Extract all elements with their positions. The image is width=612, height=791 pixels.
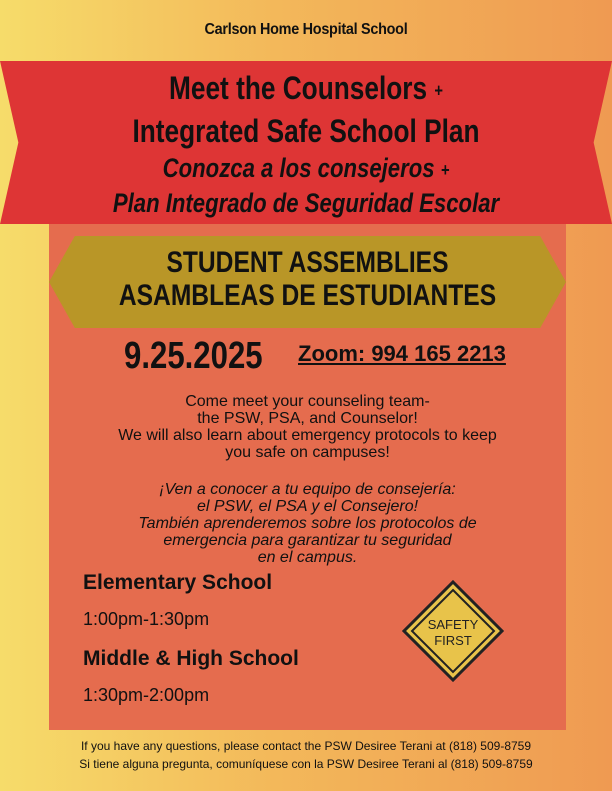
sign-line1: SAFETY (427, 617, 479, 632)
footer-contact-en: If you have any questions, please contact the PSW Desiree Terani at (818) 509-8759 (80, 739, 532, 753)
safety-first-sign-icon (402, 580, 504, 682)
description-spanish (55, 481, 560, 566)
schedule-level-middle-high: Middle & High School (83, 647, 299, 670)
description-line: you safe on campuses! (225, 444, 390, 461)
schedule-time-middle-high: 1:30pm-2:00pm (83, 685, 210, 705)
footer-contact-es: Si tiene alguna pregunta, comuníquese con la PSW Desiree Terani al (818) 509-8759 (79, 757, 533, 771)
sign-line2: FIRST (434, 633, 472, 648)
assemblies-heading (49, 246, 566, 312)
description-line: en el campus. (257, 549, 358, 566)
school-name: Carlson Home Hospital School (204, 21, 408, 38)
event-date: 9.25.2025 (124, 335, 263, 377)
schedule-level-elementary: Elementary School (83, 571, 273, 594)
description-line: También aprenderemos sobre los protocolos de (138, 515, 477, 532)
assemblies-en: STUDENT ASSEMBLIES (166, 246, 449, 279)
zoom-link[interactable]: Zoom: 994 165 2213 (298, 341, 506, 366)
title-es-line2: Plan Integrado de Seguridad Escolar (112, 188, 500, 219)
title-es-line1: Conozca a los consejeros + (162, 152, 450, 183)
description-line: ¡Ven a conocer a tu equipo de consejería: (159, 481, 456, 498)
description-line: el PSW, el PSA y el Consejero! (196, 498, 419, 515)
schedule-time-elementary: 1:00pm-1:30pm (83, 609, 210, 629)
title-en-line1: Meet the Counselors + (169, 70, 443, 106)
description-line: We will also learn about emergency protocols to keep (118, 427, 497, 444)
description-line: the PSW, PSA, and Counselor! (197, 410, 418, 427)
description-english (55, 393, 560, 461)
title-banner-text (0, 68, 612, 220)
description-line: emergencia para garantizar tu seguridad (163, 532, 452, 549)
assemblies-es: ASAMBLEAS DE ESTUDIANTES (118, 279, 497, 312)
description-line: Come meet your counseling team- (185, 393, 430, 410)
title-en-line2: Integrated Safe School Plan (132, 112, 480, 149)
